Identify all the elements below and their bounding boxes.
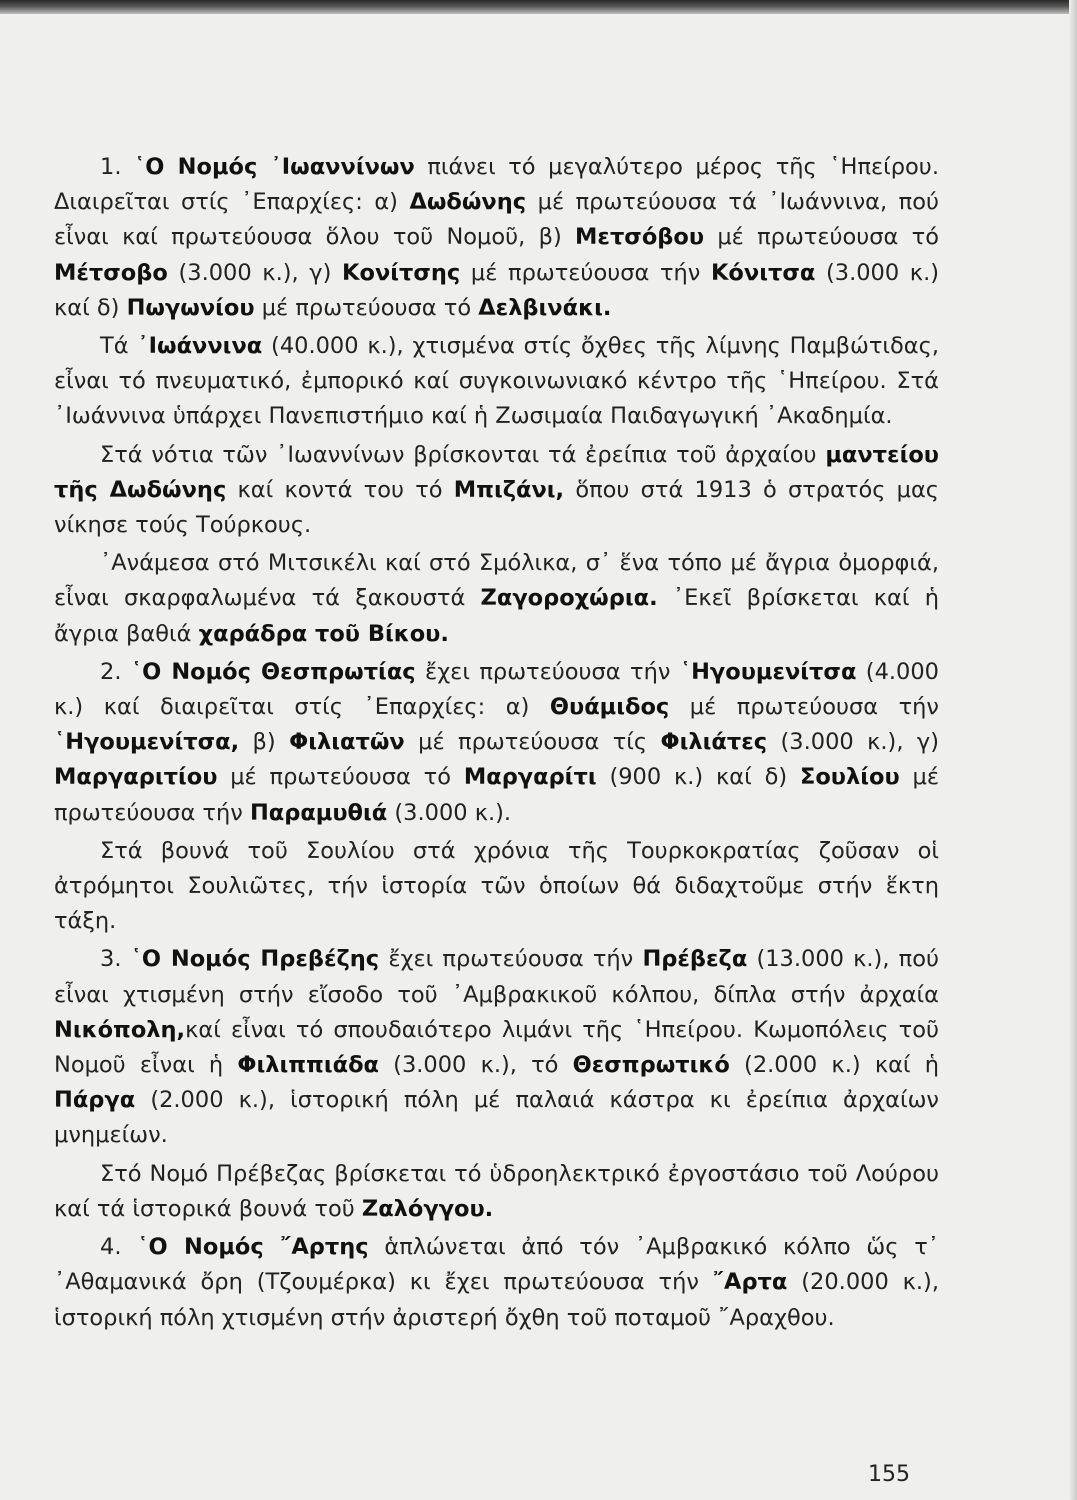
paragraph	[54, 655, 939, 834]
paragraph	[54, 1230, 939, 1339]
text-run: Στό Νομό Πρέβεζας βρίσκεται τό ὑδροηλεκτρικό ἐργοστάσιο τοῦ Λούρου καί τά ἱστορικά βουνά τοῦ	[54, 1160, 939, 1222]
bold-term: Μαργαρίτι	[463, 764, 597, 791]
paragraph	[54, 1157, 939, 1230]
scan-right-edge	[1069, 0, 1077, 1500]
text-run: καί κοντά του τό	[226, 476, 454, 503]
bold-term: ῾Ο Νομός ῎Αρτης	[137, 1234, 369, 1261]
bold-term: Ζαγοροχώρια.	[480, 585, 658, 612]
text-run: ὅπου στά 1913 ὁ στρατός μας νίκησε τούς Τούρκους.	[54, 476, 940, 539]
text-run: β)	[239, 729, 290, 756]
paragraph	[54, 438, 939, 547]
bold-term: μαντείου τῆς Δωδώνης	[54, 441, 939, 503]
text-run: (3.000 κ.).	[387, 799, 512, 826]
paragraph	[54, 942, 939, 1156]
text-run: (2.000 κ.), ἱστορική πόλη μέ παλαιά κάστρα κι ἐρείπια ἀρχαίων μνημείων.	[54, 1087, 939, 1149]
bold-term: Μπιζάνι,	[453, 476, 565, 503]
bold-term: Κονίτσης	[342, 259, 461, 286]
text-run: (3.000 κ.) καί δ)	[54, 259, 940, 321]
text-run: ᾿Εκεῖ βρίσκεται καί ἡ ἄγρια βαθιά	[54, 585, 939, 647]
text-run: μέ πρωτεύουσα τήν	[54, 764, 939, 826]
paragraph	[54, 150, 939, 329]
text-run: (3.000 κ.), τό	[378, 1052, 573, 1079]
bold-term: χαράδρα τοῦ Βίκου.	[198, 620, 449, 647]
page-text	[54, 150, 939, 1339]
text-run: μέ πρωτεύουσα τό	[254, 294, 479, 321]
bold-term: Δωδώνης	[409, 189, 527, 216]
text-run: ἁπλώνεται ἀπό τόν ᾿Αμβρακικό κόλπο ὥς τ᾿ ᾿Αθαμανικά ὄρη (Τζουμέρκα) κι ἔχει πρωτεύουσα τήν	[54, 1234, 939, 1296]
text-run: (13.000 κ.), πού εἶναι χτισμένη στήν εἴσοδο τοῦ ᾿Αμβρακικοῦ κόλπου, δίπλα στήν ἀρχαία	[54, 946, 939, 1008]
scan-top-edge	[0, 0, 1077, 14]
text-run: (900 κ.) καί δ)	[596, 764, 800, 791]
text-run: (2.000 κ.) καί ἡ	[729, 1052, 939, 1079]
bold-term: ᾿Ιωάννινα	[137, 333, 263, 360]
bold-term: Πάργα	[54, 1087, 136, 1114]
text-run: (4.000 κ.) καί διαιρεῖται στίς ᾿Επαρχίες: α)	[54, 658, 939, 721]
text-run: (3.000 κ.), γ)	[767, 729, 939, 756]
text-run: μέ πρωτεύουσα τό	[704, 224, 939, 251]
bold-term: Νικόπολη,	[54, 1016, 186, 1043]
text-run: 4.	[100, 1234, 138, 1261]
page-number: 155	[868, 1462, 910, 1487]
text-run: Στά βουνά τοῦ Σουλίου στά χρόνια τῆς Τουρκοκρατίας ζοῦσαν οἱ ἀτρόμητοι Σουλιῶτες, τήν ἱστορία τῶν ὁποίων θά διδαχτοῦμε στήν ἕκτη τάξη.	[54, 837, 939, 935]
bold-term: ῾Ο Νομός Πρεβέζης	[130, 946, 380, 973]
paragraph	[54, 546, 939, 655]
text-run: μέ πρωτεύουσα τήν	[669, 694, 939, 721]
text-run: (20.000 κ.), ἱστορική πόλη χτισμένη στήν ἀριστερή ὄχθη τοῦ ποταμοῦ ῎Αραχθου.	[54, 1269, 939, 1331]
text-run: 2.	[100, 658, 131, 685]
text-run: καί εἶναι τό σπουδαιότερο λιμάνι τῆς ῾Ηπείρου. Κωμοπόλεις τοῦ Νομοῦ εἶναι ἡ	[54, 1016, 939, 1079]
bold-term: ῾Ηγουμενίτσα	[679, 658, 857, 685]
bold-term: Πωγωνίου	[126, 294, 255, 321]
bold-term: Θεσπρωτικό	[572, 1052, 730, 1079]
bold-term: Μέτσοβο	[54, 259, 168, 286]
bold-term: Μαργαριτίου	[54, 764, 218, 791]
text-run: ᾿Ανάμεσα στό Μιτσικέλι καί στό Σμόλικα, σ᾿ ἕνα τόπο μέ ἄγρια ὀμορφιά, εἶναι σκαρφαλωμένα τά ξακουστά	[54, 550, 939, 612]
bold-term: ῾Ο Νομός Θεσπρωτίας	[130, 658, 416, 685]
text-run: Τά	[100, 333, 138, 360]
bold-term: ῾Ηγουμενίτσα,	[54, 729, 240, 756]
text-run: (40.000 κ.), χτισμένα στίς ὄχθες τῆς λίμνης Παμβώτιδας, εἶναι τό πνευματικό, ἐμπορικό καί συγκοινωνιακό κέντρο τῆς ῾Ηπείρου. Στά ᾿Ιωάννινα ὑπάρχει Πανεπιστήμιο καί ἡ Ζωσιμαία Παιδαγωγική ᾿Ακαδημία.	[54, 333, 939, 430]
bold-term: Πρέβεζα	[642, 946, 748, 973]
bold-term: Σουλίου	[799, 764, 900, 791]
bold-term: Φιλιατῶν	[289, 729, 405, 756]
text-run: 1.	[100, 154, 135, 180]
text-run: ἔχει πρωτεύουσα τήν	[415, 658, 680, 685]
bold-term: Ζαλόγγου.	[361, 1195, 494, 1222]
paragraph	[54, 834, 939, 943]
bold-term: Κόνιτσα	[711, 259, 816, 286]
text-run: πιάνει τό μεγαλύτερο μέρος τῆς ῾Ηπείρου. Διαιρεῖται στίς ᾿Επαρχίες: α)	[54, 154, 939, 216]
text-run: ἔχει πρωτεύουσα τήν	[379, 946, 643, 973]
bold-term: Παραμυθιά	[249, 799, 388, 826]
bold-term: Θυάμιδος	[549, 694, 670, 721]
text-run: μέ πρωτεύουσα τά ᾿Ιωάννινα, πού εἶναι καί πρωτεύουσα ὅλου τοῦ Νομοῦ, β)	[54, 189, 939, 251]
bold-term: Φιλιάτες	[660, 729, 768, 756]
bold-term: Φιλιππιάδα	[237, 1052, 379, 1079]
text-run: 3.	[100, 946, 131, 973]
bold-term: Δελβινάκι.	[478, 294, 612, 321]
bold-term: ῎Αρτα	[712, 1269, 788, 1296]
bold-term: ῾Ο Νομός ᾿Ιωαννίνων	[134, 154, 415, 180]
text-run: μέ πρωτεύουσα τό	[217, 764, 464, 791]
paragraph	[54, 329, 939, 438]
text-run: Στά νότια τῶν ᾿Ιωαννίνων βρίσκονται τά ἐρείπια τοῦ ἀρχαίου	[100, 441, 826, 468]
text-run: μέ πρωτεύουσα τήν	[460, 259, 711, 286]
bold-term: Μετσόβου	[575, 224, 705, 251]
text-run: μέ πρωτεύουσα τίς	[404, 729, 661, 756]
text-run: (3.000 κ.), γ)	[167, 259, 343, 286]
